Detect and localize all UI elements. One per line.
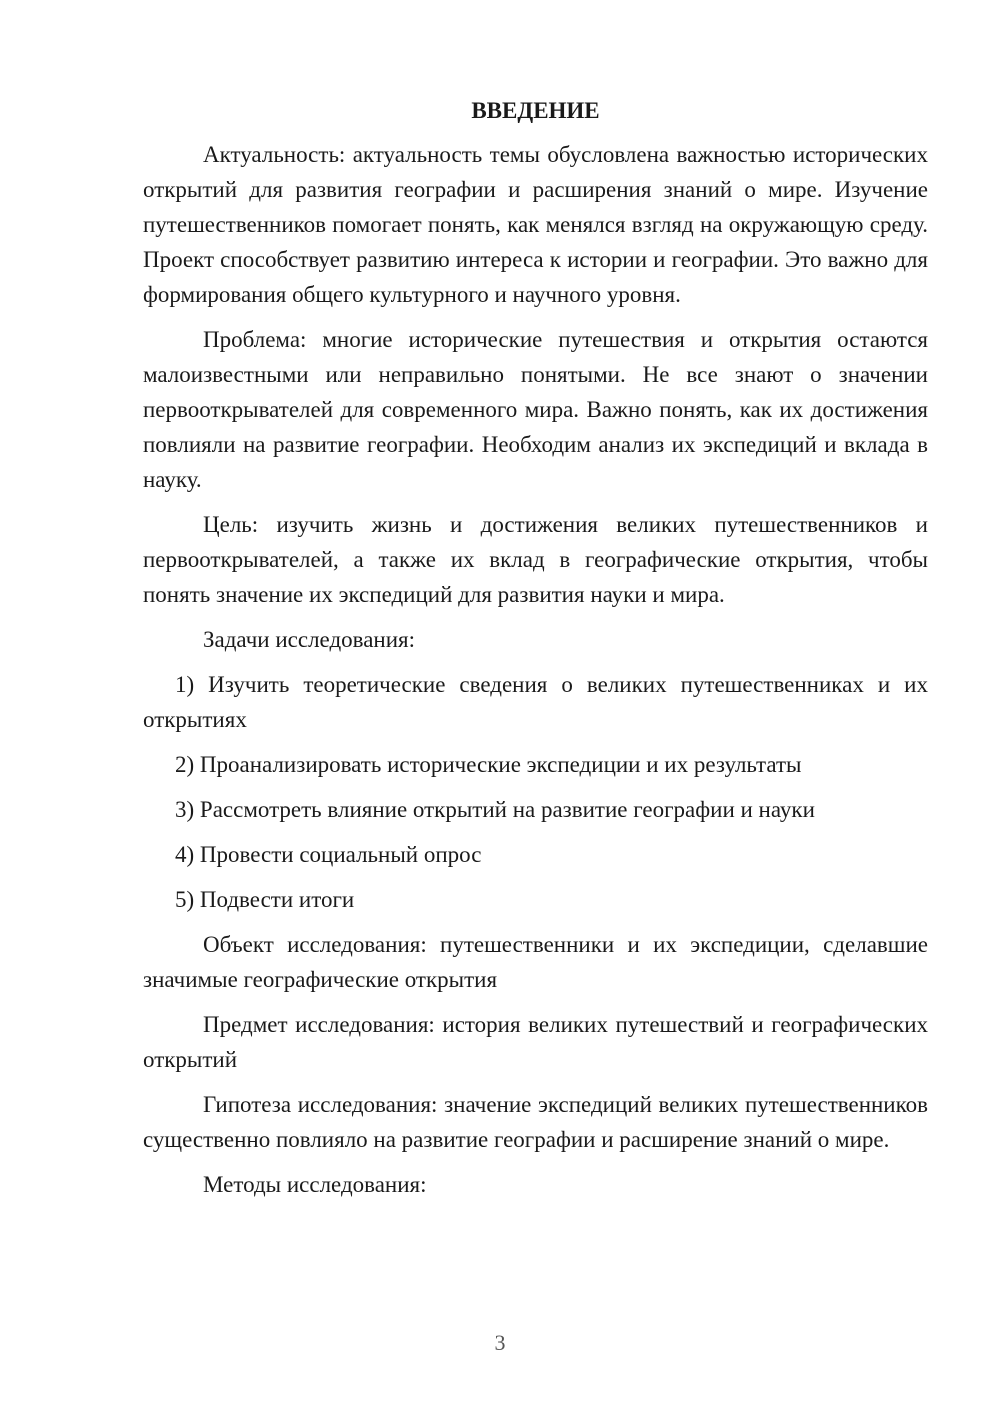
paragraph-subject: Предмет исследования: история великих путешествий и географических открытий xyxy=(143,1012,928,1072)
paragraph-relevance: Актуальность: актуальность темы обусловлена важностью исторических открытий для развития географии и расширения знаний о мире. Изучение путешественников помогает понять, как менялся взгляд на окружающую среду. Проект способствует развитию интереса к истории и географии. Это важно для формирования общего культурного и научного уровня. xyxy=(143,142,928,307)
section-title: ВВЕДЕНИЕ xyxy=(471,98,600,123)
paragraph-object: Объект исследования: путешественники и их экспедиции, сделавшие значимые географические открытия xyxy=(143,932,928,992)
tasks-heading: Задачи исследования: xyxy=(203,627,416,652)
task-item: 1) Изучить теоретические сведения о великих путешественниках и их открытиях xyxy=(143,672,928,732)
task-item: 5) Подвести итоги xyxy=(175,887,355,912)
paragraph-goal: Цель: изучить жизнь и достижения великих путешественников и первооткрывателей, а также их вклад в географические открытия, чтобы понять значение их экспедиций для развития науки и мира. xyxy=(143,512,928,607)
paragraph-hypothesis: Гипотеза исследования: значение экспедиций великих путешественников существенно повлияло на развитие географии и расширение знаний о мире. xyxy=(143,1092,928,1152)
paragraph-problem: Проблема: многие исторические путешествия и открытия остаются малоизвестными или неправильно понятыми. Не все знают о значении первооткрывателей для современного мира. Важно понять, как их достижения повлияли на развитие географии. Необходим анализ их экспедиций и вклада в науку. xyxy=(143,327,928,492)
methods-heading: Методы исследования: xyxy=(203,1172,427,1197)
task-item: 4) Провести социальный опрос xyxy=(175,842,482,867)
task-item: 3) Рассмотреть влияние открытий на развитие географии и науки xyxy=(175,797,815,822)
task-item: 2) Проанализировать исторические экспедиции и их результаты xyxy=(175,752,802,777)
page-body xyxy=(143,95,928,1212)
page-number: 3 xyxy=(494,1330,506,1355)
